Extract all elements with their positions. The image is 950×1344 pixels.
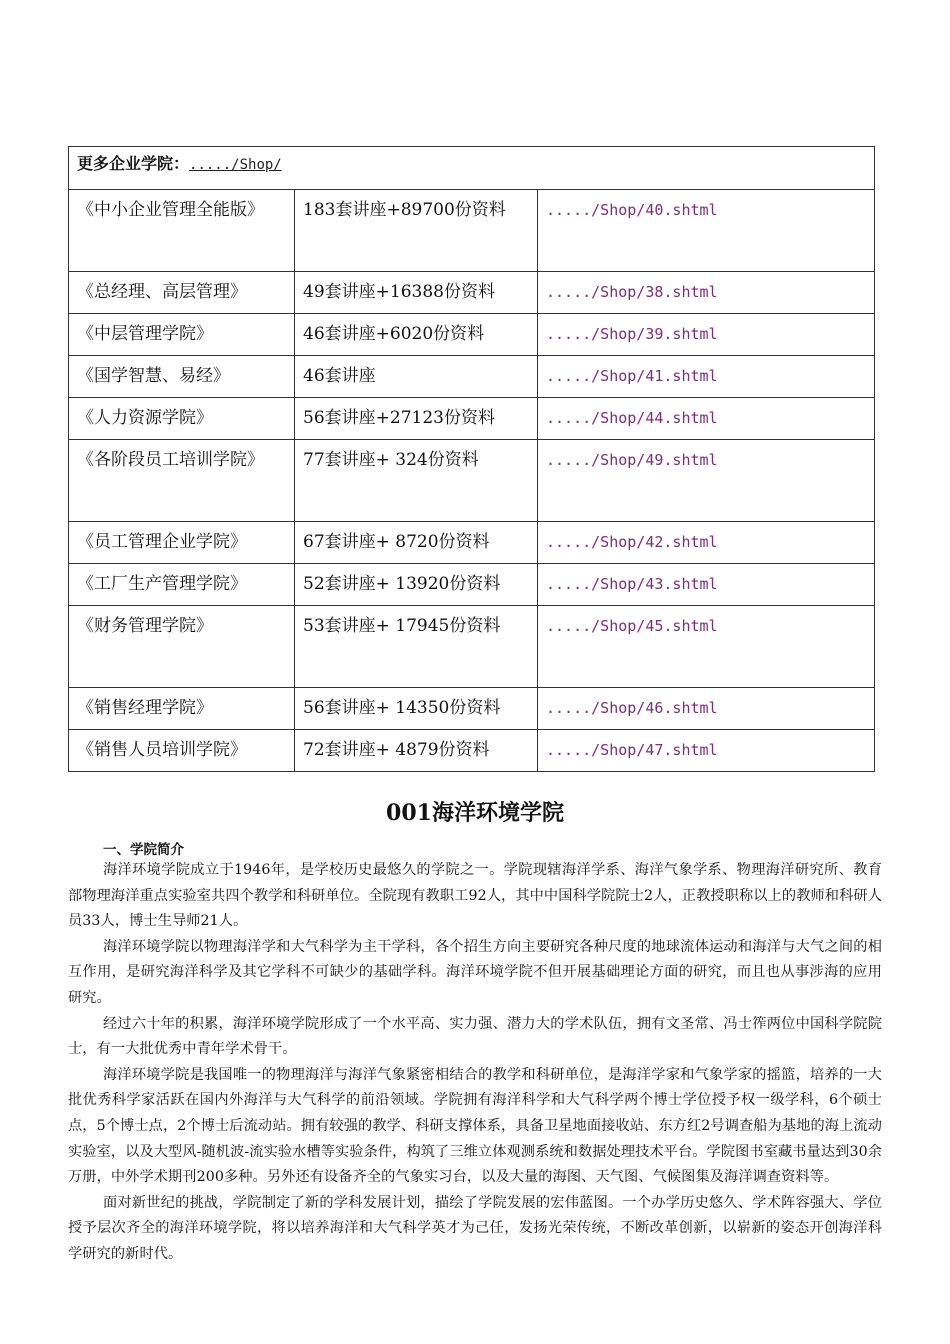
- course-name: 《员工管理企业学院》: [69, 522, 295, 564]
- table-row: [69, 730, 875, 772]
- course-link[interactable]: ...../Shop/47.shtml: [546, 741, 718, 759]
- course-name: 《中层管理学院》: [69, 314, 295, 356]
- course-contents: 52套讲座+ 13920份资料: [295, 564, 538, 606]
- course-link[interactable]: ...../Shop/39.shtml: [546, 325, 718, 343]
- paragraph: 海洋环境学院成立于1946年，是学校历史最悠久的学院之一。学院现辖海洋学系、海洋气象学系、物理海洋研究所、教育部物理海洋重点实验室共四个教学和科研单位。全院现有教职工92人，其中中国科学院院士2人，正教授职称以上的教师和科研人员33人，博士生导师21人。: [68, 862, 882, 930]
- table-row: [69, 688, 875, 730]
- course-name: 《总经理、高层管理》: [69, 272, 295, 314]
- course-link-cell: [538, 272, 875, 314]
- course-link[interactable]: ...../Shop/40.shtml: [546, 201, 718, 219]
- course-name: 《工厂生产管理学院》: [69, 564, 295, 606]
- course-contents: 77套讲座+ 324份资料: [295, 440, 538, 522]
- course-name: 《销售经理学院》: [69, 688, 295, 730]
- table-row: [69, 398, 875, 440]
- course-link-cell: [538, 522, 875, 564]
- paragraph: 海洋环境学院以物理海洋学和大气科学为主干学科，各个招生方向主要研究各种尺度的地球流体运动和海洋与大气之间的相互作用，是研究海洋科学及其它学科不可缺少的基础学科。海洋环境学院不但开展基础理论方面的研究，而且也从事涉海的应用研究。: [68, 938, 882, 1006]
- course-link[interactable]: ...../Shop/44.shtml: [546, 409, 718, 427]
- table-row: [69, 314, 875, 356]
- paragraph: 面对新世纪的挑战，学院制定了新的学科发展计划，描绘了学院发展的宏伟蓝图。一个办学历史悠久、学术阵容强大、学位授予层次齐全的海洋环境学院，将以培养海洋和大气科学英才为己任，发扬光荣传统，不断改革创新，以崭新的姿态开创海洋科学研究的新时代。: [68, 1194, 882, 1262]
- course-contents: 56套讲座+ 14350份资料: [295, 688, 538, 730]
- course-link-cell: [538, 730, 875, 772]
- course-name: 《中小企业管理全能版》: [69, 190, 295, 272]
- course-link-cell: [538, 606, 875, 688]
- course-link-cell: [538, 190, 875, 272]
- table-row: [69, 522, 875, 564]
- course-name: 《国学智慧、易经》: [69, 356, 295, 398]
- course-contents: 46套讲座+6020份资料: [295, 314, 538, 356]
- table-header-row: [69, 147, 875, 190]
- course-name: 《各阶段员工培训学院》: [69, 440, 295, 522]
- shop-home-link[interactable]: ...../Shop/: [189, 157, 282, 173]
- paragraph: 经过六十年的积累，海洋环境学院形成了一个水平高、实力强、潜力大的学术队伍，拥有文圣常、冯士筰两位中国科学院院士，有一大批优秀中青年学术骨干。: [68, 1015, 882, 1058]
- paragraph: 海洋环境学院是我国唯一的物理海洋与海洋气象紧密相结合的教学和科研单位，是海洋学家和气象学家的摇篮，培养的一大批优秀科学家活跃在国内外海洋与大气科学的前沿领域。学院拥有海洋科学和大气科学两个博士学位授予权一级学科，6个硕士点，5个博士点，2个博士后流动站。拥有较强的教学、科研支撑体系，具备卫星地面接收站、东方红2号调查船为基地的海上流动实验室，以及大型风-随机波-流实验水槽等实验条件，构筑了三维立体观测系统和数据处理技术平台。学院图书室藏书量达到30余万册，中外学术期刊200多种。另外还有设备齐全的气象实习台，以及大量的海图、天气图、气候图集及海洋调查资料等。: [68, 1066, 882, 1186]
- course-link-cell: [538, 314, 875, 356]
- course-link-cell: [538, 440, 875, 522]
- course-link-cell: [538, 356, 875, 398]
- table-header-cell: [69, 147, 875, 190]
- course-link[interactable]: ...../Shop/45.shtml: [546, 617, 718, 635]
- table-row: [69, 606, 875, 688]
- course-link[interactable]: ...../Shop/38.shtml: [546, 283, 718, 301]
- course-link[interactable]: ...../Shop/49.shtml: [546, 451, 718, 469]
- course-link[interactable]: ...../Shop/43.shtml: [546, 575, 718, 593]
- course-name: 《销售人员培训学院》: [69, 730, 295, 772]
- course-link-cell: [538, 398, 875, 440]
- course-link-cell: [538, 688, 875, 730]
- course-contents: 46套讲座: [295, 356, 538, 398]
- course-name: 《人力资源学院》: [69, 398, 295, 440]
- section-heading: 一、学院简介: [103, 842, 184, 858]
- course-contents: 56套讲座+27123份资料: [295, 398, 538, 440]
- course-contents: 49套讲座+16388份资料: [295, 272, 538, 314]
- table-row: [69, 356, 875, 398]
- course-contents: 67套讲座+ 8720份资料: [295, 522, 538, 564]
- table-row: [69, 190, 875, 272]
- table-row: [69, 440, 875, 522]
- page-title: 001海洋环境学院: [386, 800, 564, 826]
- course-link[interactable]: ...../Shop/42.shtml: [546, 533, 718, 551]
- course-name: 《财务管理学院》: [69, 606, 295, 688]
- course-contents: 183套讲座+89700份资料: [295, 190, 538, 272]
- course-contents: 72套讲座+ 4879份资料: [295, 730, 538, 772]
- course-link[interactable]: ...../Shop/41.shtml: [546, 367, 718, 385]
- table-row: [69, 272, 875, 314]
- body-text: [68, 858, 882, 1268]
- more-colleges-label: 更多企业学院：: [77, 154, 190, 173]
- shop-links-table: [68, 146, 875, 772]
- table-row: [69, 564, 875, 606]
- course-link[interactable]: ...../Shop/46.shtml: [546, 699, 718, 717]
- course-contents: 53套讲座+ 17945份资料: [295, 606, 538, 688]
- course-link-cell: [538, 564, 875, 606]
